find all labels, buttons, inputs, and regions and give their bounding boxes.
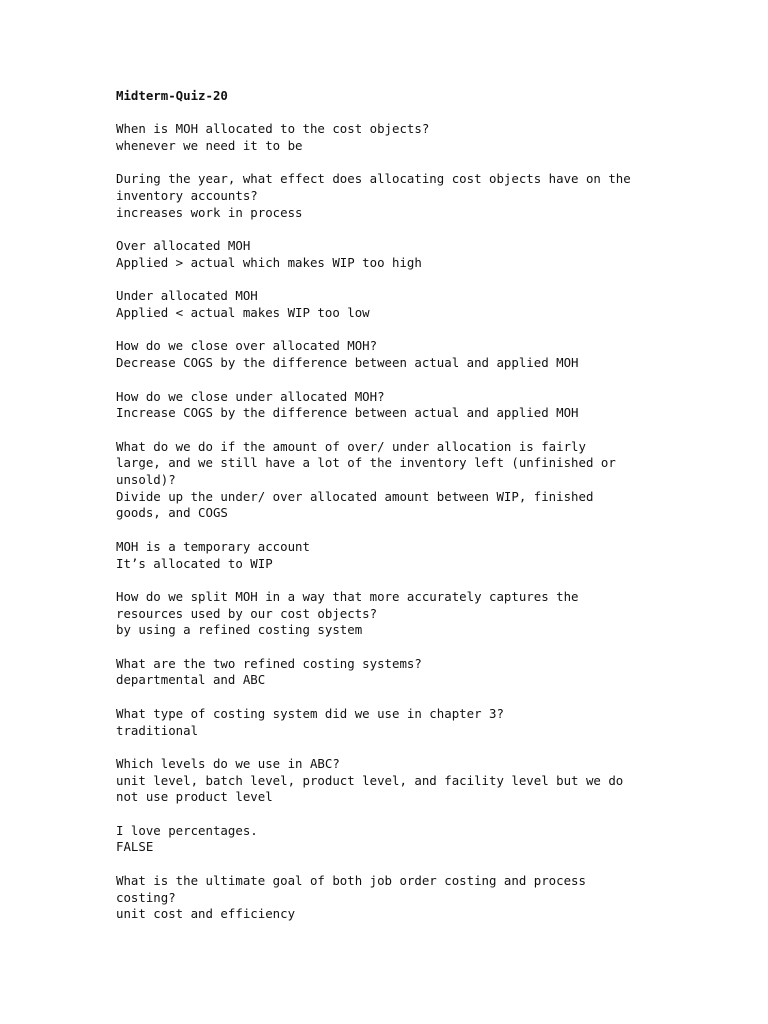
text-line: How do we split MOH in a way that more accurately captures the [116,588,579,604]
qa-block [116,823,676,856]
text-line: unsold)? [116,472,176,488]
text-line: Under allocated MOH [116,288,258,304]
text-line: Over allocated MOH [116,238,251,254]
qa-block [116,539,676,572]
text-line: Divide up the under/ over allocated amount between WIP, finished [116,488,594,504]
text-line: costing? [116,889,176,905]
text-line: Applied < actual makes WIP too low [116,305,370,321]
text-line: inventory accounts? [116,188,258,204]
document-title: Midterm-Quiz-20 [116,88,228,103]
qa-block [116,389,676,422]
qa-block [116,288,676,321]
text-line: large, and we still have a lot of the inventory left (unfinished or [116,455,616,471]
text-line: Decrease COGS by the difference between actual and applied MOH [116,355,579,371]
text-line: unit cost and efficiency [116,906,296,922]
qa-block [116,171,676,221]
text-line: by using a refined costing system [116,622,363,638]
text-line: resources used by our cost objects? [116,605,378,621]
qa-block [116,756,676,806]
qa-block [116,121,676,154]
text-line: goods, and COGS [116,505,228,521]
text-line: What are the two refined costing systems? [116,655,422,671]
text-line: Which levels do we use in ABC? [116,755,340,771]
text-line: I love percentages. [116,822,258,838]
text-line: What type of costing system did we use in chapter 3? [116,705,504,721]
text-line: whenever we need it to be [116,138,303,154]
text-line: Increase COGS by the difference between actual and applied MOH [116,405,579,421]
text-line: unit level, batch level, product level, and facility level but we do [116,772,624,788]
text-line: What is the ultimate goal of both job order costing and process [116,872,586,888]
qa-block [116,238,676,271]
text-line: traditional [116,722,199,738]
qa-block [116,873,676,923]
qa-block [116,706,676,739]
text-line: not use product level [116,789,273,805]
text-line: It’s allocated to WIP [116,555,273,571]
text-line: departmental and ABC [116,672,266,688]
qa-block [116,589,676,639]
qa-block [116,338,676,371]
text-line: How do we close over allocated MOH? [116,338,378,354]
text-line: During the year, what effect does allocating cost objects have on the [116,171,631,187]
document-page [116,88,676,940]
qa-block [116,656,676,689]
qa-block [116,439,676,523]
text-line: MOH is a temporary account [116,538,310,554]
qa-list [116,121,676,923]
text-line: When is MOH allocated to the cost objects? [116,121,430,137]
text-line: What do we do if the amount of over/ under allocation is fairly [116,438,586,454]
text-line: How do we close under allocated MOH? [116,388,385,404]
text-line: Applied > actual which makes WIP too high [116,254,422,270]
text-line: FALSE [116,839,154,855]
text-line: increases work in process [116,204,303,220]
